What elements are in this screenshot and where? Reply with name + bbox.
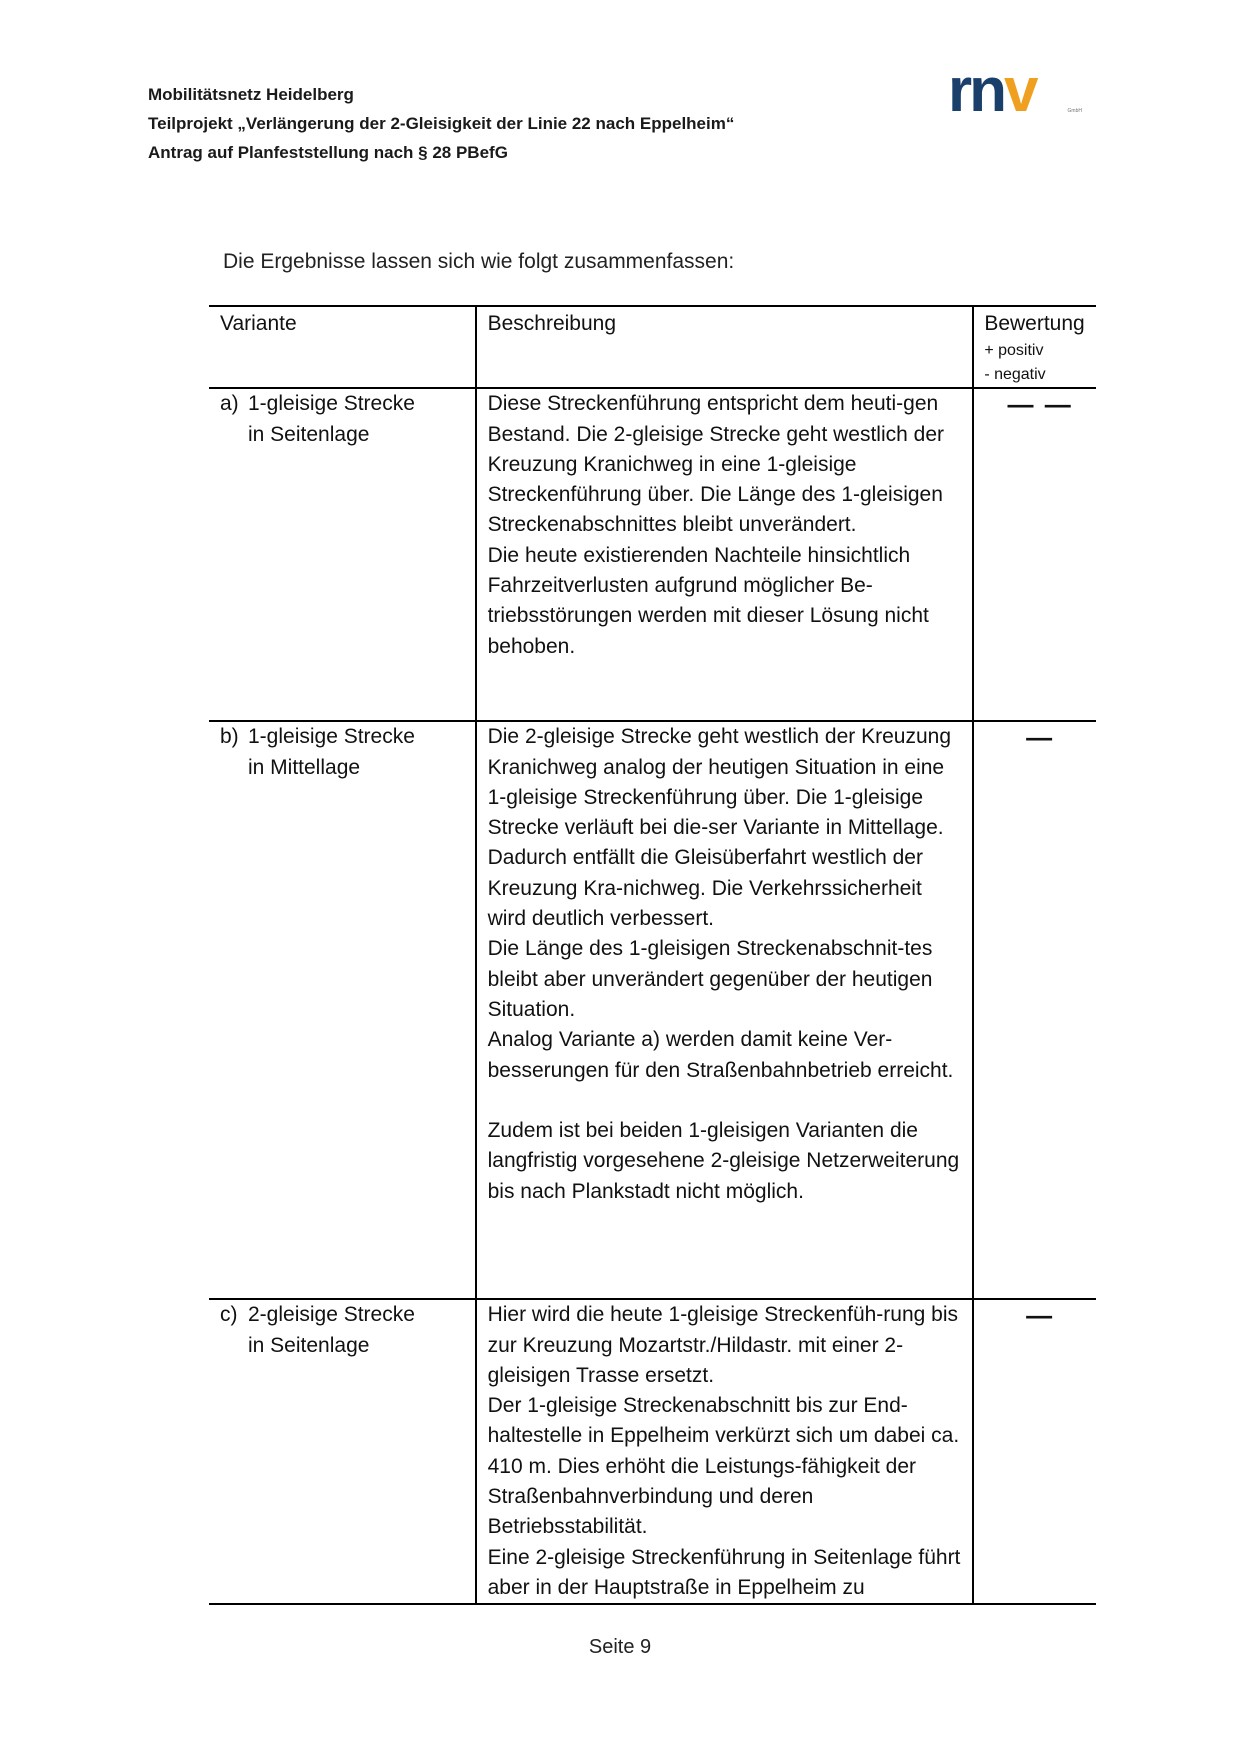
variant-position: in Seitenlage <box>248 1333 370 1357</box>
header-bewertung-label: Bewertung <box>984 312 1085 335</box>
table-row <box>209 388 1096 721</box>
variant-position: in Seitenlage <box>248 422 370 446</box>
legend-negative: - negativ <box>984 366 1046 384</box>
header-variante: Variante <box>209 306 476 388</box>
legend-positive: + positiv <box>984 342 1044 360</box>
description-paragraph: Analog Variante a) werden damit keine Ver-besserungen für den Straßenbahnbetrieb erreicht. <box>487 1028 954 1082</box>
variant-position: in Mittellage <box>248 755 361 779</box>
rating-negative: — <box>973 1299 1096 1604</box>
header-beschreibung: Beschreibung <box>476 306 974 388</box>
variant-letter: a) <box>220 392 239 416</box>
description-paragraph: Der 1-gleisige Streckenabschnitt bis zur End-haltestelle in Eppelheim verkürzt sich um dabei ca. 410 m. Dies erhöht die Leistungs-fähigkeit der Straßenbahnverbindung und deren Betriebsstabilität. <box>487 1394 960 1539</box>
description-paragraph: Diese Streckenführung entspricht dem heuti-gen Bestand. Die 2-gleisige Strecke geht westlich der Kreuzung Kranichweg in eine 1-gleisige Streckenführung über. Die Länge des 1-gleisigen Streckenabschnittes bleibt unverändert. <box>487 392 944 537</box>
variant-title: 1-gleisige Strecke <box>248 725 415 749</box>
table-row <box>209 1299 1096 1604</box>
intro-text: Die Ergebnisse lassen sich wie folgt zusammenfassen: <box>223 250 735 273</box>
table-row <box>209 721 1096 1299</box>
header-project: Teilprojekt „Verlängerung der 2-Gleisigkeit der Linie 22 nach Eppelheim“ <box>148 114 735 133</box>
description-paragraph: Zudem ist bei beiden 1-gleisigen Varianten die langfristig vorgesehene 2-gleisige Netzerweiterung bis nach Plankstadt nicht möglich. <box>487 1119 960 1203</box>
description-paragraph: Hier wird die heute 1-gleisige Streckenfüh-rung bis zur Kreuzung Mozartstr./Hildastr. mit einer 2-gleisigen Trasse ersetzt. <box>487 1303 959 1387</box>
variant-cell <box>209 388 476 721</box>
description-cell <box>476 721 974 1299</box>
variant-cell <box>209 721 476 1299</box>
rating-double-negative: — — <box>973 388 1096 721</box>
variant-title: 2-gleisige Strecke <box>248 1303 415 1327</box>
variant-summary-table <box>209 305 1096 1605</box>
rating-negative: — <box>973 721 1096 1299</box>
description-paragraph: Die heute existierenden Nachteile hinsichtlich Fahrzeitverlusten aufgrund möglicher Be-triebsstörungen werden mit dieser Lösung nicht behoben. <box>487 543 929 658</box>
variant-letter: c) <box>220 1303 238 1327</box>
variant-title: 1-gleisige Strecke <box>248 392 415 416</box>
document-header <box>148 80 734 167</box>
page-number: Seite 9 <box>588 1636 652 1658</box>
logo-text-main: rn <box>948 56 1004 125</box>
header-organization: Mobilitätsnetz Heidelberg <box>148 85 354 104</box>
description-spacer <box>488 1086 962 1116</box>
description-cell <box>476 388 974 721</box>
header-application: Antrag auf Planfeststellung nach § 28 PBefG <box>148 143 508 162</box>
description-paragraph: Die 2-gleisige Strecke geht westlich der Kreuzung Kranichweg analog der heutigen Situation in eine 1-gleisige Streckenführung über. Die 1-gleisige Strecke verläuft bei die-ser Variante in Mittellage. Dadurch entfällt die Gleisüberfahrt westlich der Kreuzung Kra-nichweg. Die Verkehrssicherheit wird deutlich verbessert. <box>487 725 951 931</box>
variant-letter: b) <box>220 725 239 749</box>
rnv-logo <box>948 56 1088 125</box>
logo-suffix: GmbH <box>1067 108 1082 114</box>
description-paragraph: Eine 2-gleisige Streckenführung in Seitenlage führt aber in der Hauptstraße in Eppelheim zu <box>487 1545 961 1599</box>
logo-text-accent: v <box>1004 56 1036 125</box>
variant-cell <box>209 1299 476 1604</box>
table-header-row <box>209 306 1096 388</box>
description-paragraph: Die Länge des 1-gleisigen Streckenabschnit-tes bleibt aber unverändert gegenüber der heutigen Situation. <box>487 937 933 1021</box>
header-bewertung <box>973 306 1096 388</box>
description-cell <box>476 1299 974 1604</box>
